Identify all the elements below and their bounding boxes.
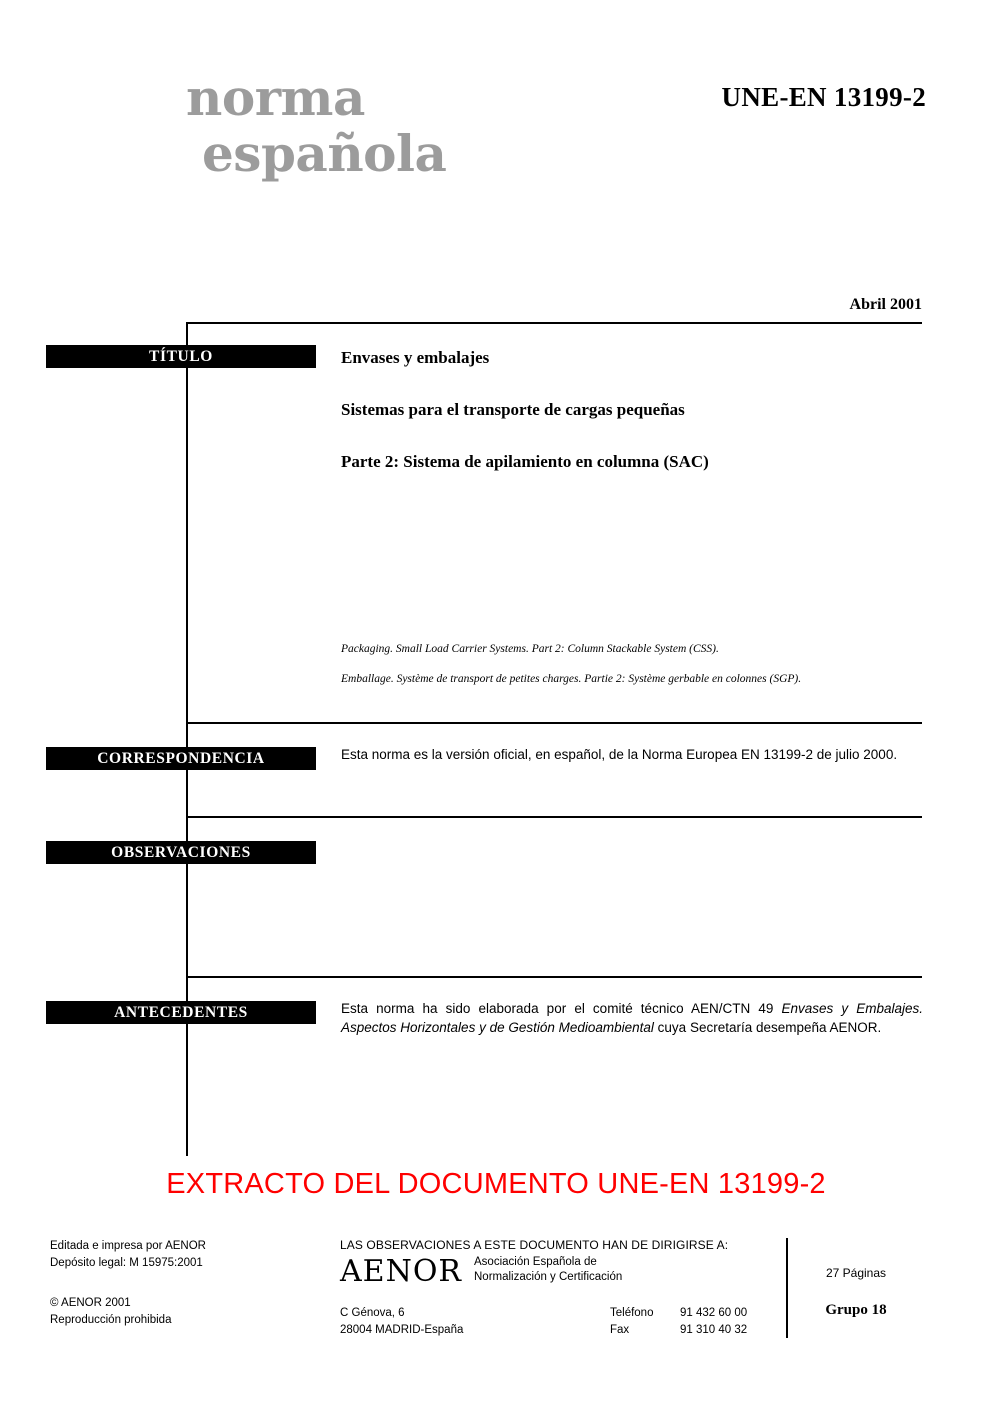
aenor-contact: [340, 1305, 780, 1338]
phone-value: 91 432 60 00: [680, 1307, 748, 1319]
label-correspondencia: CORRESPONDENCIA: [46, 747, 316, 770]
titulo-content: [341, 348, 923, 504]
fax-value: 91 310 40 32: [680, 1323, 748, 1336]
address-line-2: 28004 MADRID-España: [340, 1323, 464, 1336]
footer-right: [790, 1238, 922, 1319]
footer-reproduction: Reproducción prohibida: [50, 1313, 172, 1326]
translation-en: Packaging. Small Load Carrier Systems. Part 2: Column Stackable System (CSS).: [341, 643, 719, 655]
rule-antecedentes: [186, 976, 922, 978]
footer-left: [50, 1238, 206, 1329]
standard-reference: UNE-EN 13199-2: [721, 82, 926, 112]
antecedentes-text: [341, 999, 923, 1037]
phone-label: Teléfono: [610, 1307, 654, 1319]
address-line-1: C Génova, 6: [340, 1307, 405, 1319]
contact-values: [680, 1305, 780, 1338]
group-number: Grupo 18: [825, 1302, 887, 1318]
footer-copyright: © AENOR 2001: [50, 1296, 131, 1309]
aenor-address: [340, 1305, 610, 1338]
vrule-observaciones: [186, 816, 188, 976]
aenor-subtitle-line-1: Asociación Española de: [474, 1256, 597, 1269]
vrule-titulo: [186, 322, 188, 722]
title-line-2: Sistemas para el transporte de cargas pequeñas: [341, 400, 685, 419]
title-translations: [341, 642, 923, 701]
label-antecedentes: ANTECEDENTES: [46, 1001, 316, 1024]
logo-line-2: española: [202, 124, 447, 183]
publication-date: Abril 2001: [849, 296, 922, 313]
aenor-brand: [340, 1254, 780, 1289]
footer-observations-notice: LAS OBSERVACIONES A ESTE DOCUMENTO HAN DE DIRIGIRSE A:: [340, 1238, 729, 1252]
footer-legal-deposit: Depósito legal: M 15975:2001: [50, 1257, 203, 1270]
aenor-subtitle: [474, 1255, 622, 1289]
title-line-3: Parte 2: Sistema de apilamiento en columna (SAC): [341, 452, 709, 471]
rule-correspondencia: [186, 722, 922, 724]
aenor-logo: AENOR: [340, 1254, 462, 1289]
logo-line-1: norma: [186, 68, 365, 127]
footer-divider: [786, 1238, 788, 1338]
rule-top: [186, 322, 922, 324]
rule-observaciones: [186, 816, 922, 818]
correspondencia-text: Esta norma es la versión oficial, en español, de la Norma Europea EN 13199-2 de julio 2000.: [341, 747, 898, 762]
antecedentes-italic: Envases y Embalajes. Aspectos Horizontales y de Gestión Medioambiental: [341, 1001, 924, 1036]
masthead: [186, 70, 926, 182]
aenor-subtitle-line-2: Normalización y Certificación: [474, 1271, 623, 1284]
footer-center: [340, 1238, 780, 1338]
antecedentes-part1: Esta norma ha sido elaborada por el comité técnico AEN/CTN 49: [341, 1001, 782, 1016]
antecedentes-part2: cuya Secretaría desempeña AENOR.: [653, 1020, 882, 1036]
fax-label: Fax: [610, 1323, 630, 1336]
extract-banner: EXTRACTO DEL DOCUMENTO UNE-EN 13199-2: [166, 1168, 826, 1200]
title-line-1: Envases y embalajes: [341, 348, 490, 367]
label-titulo: TÍTULO: [46, 345, 316, 368]
footer-editor: Editada e impresa por AENOR: [50, 1240, 206, 1252]
page-count: 27 Páginas: [825, 1266, 887, 1280]
translation-fr: Emballage. Système de transport de petites charges. Partie 2: Système gerbable en colonnes (SGP).: [341, 672, 802, 685]
contact-labels: [610, 1305, 680, 1338]
label-observaciones: OBSERVACIONES: [46, 841, 316, 864]
